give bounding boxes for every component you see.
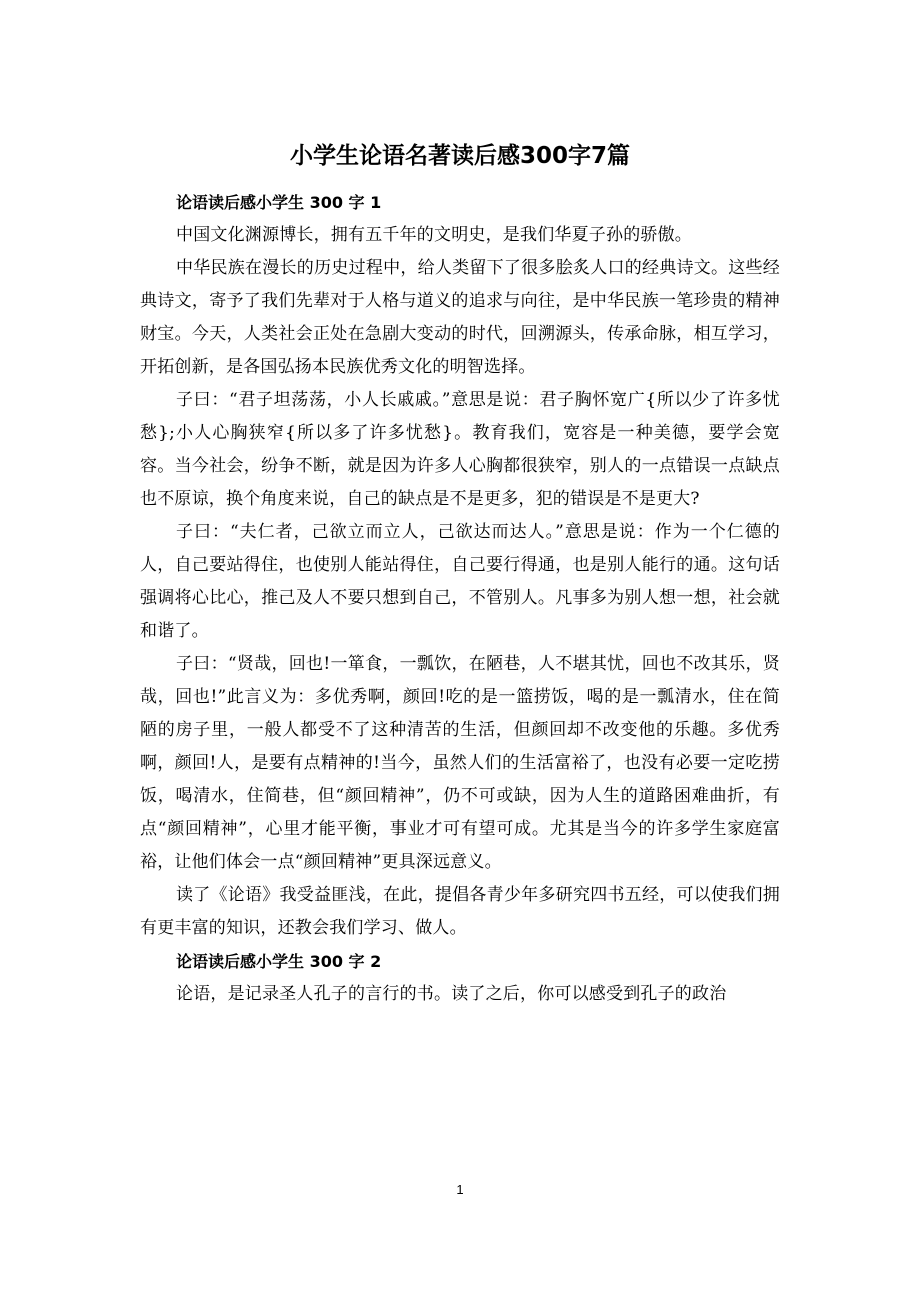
- section-1-heading: 论语读后感小学生 300 字 1: [176, 193, 382, 212]
- section-1-paragraph-3: 子曰：“君子坦荡荡，小人长戚戚。”意思是说：君子胸怀宽广{所以少了许多忧愁};小人心胸狭窄{所以多了许多忧愁}。教育我们，宽容是一种美德，要学会宽容。当今社会，纷争不断，就是因为许多人心胸都很狭窄，别人的一点错误一点缺点也不原谅，换个角度来说，自己的缺点是不是更多，犯的错误是不是更大?: [140, 390, 780, 509]
- document-body: [140, 186, 780, 1011]
- section-1-paragraph-1: 中国文化渊源博长，拥有五千年的文明史，是我们华夏子孙的骄傲。: [176, 225, 692, 245]
- section-1-paragraph-6: 读了《论语》我受益匪浅，在此，提倡各青少年多研究四书五经，可以使我们拥有更丰富的知识，还教会我们学习、做人。: [140, 885, 780, 938]
- document-title: 小学生论语名著读后感300字7篇: [289, 143, 630, 169]
- section-1-paragraph-4: 子曰：“夫仁者，己欲立而立人，己欲达而达人。”意思是说：作为一个仁德的人，自己要站得住，也使别人能站得住，自己要行得通，也是别人能行的通。这句话强调将心比心，推己及人不要只想到自己，不管别人。凡事多为别人想一想，社会就和谐了。: [140, 522, 780, 641]
- section-1-paragraph-5: 子曰：“贤哉，回也!一箪食，一瓢饮，在陋巷，人不堪其忧，回也不改其乐，贤哉，回也!”此言义为：多优秀啊，颜回!吃的是一篮捞饭，喝的是一瓢清水，住在简陋的房子里，一般人都受不了这种清苦的生活，但颜回却不改变他的乐趣。多优秀啊，颜回!人，是要有点精神的!当今，虽然人们的生活富裕了，也没有必要一定吃捞饭，喝清水，住简巷，但“颜回精神”，仍不可或缺，因为人生的道路困难曲折，有点“颜回精神”，心里才能平衡，事业才可有望可成。尤其是当今的许多学生家庭富裕，让他们体会一点“颜回精神”更具深远意义。: [140, 654, 780, 872]
- page-number: 1: [456, 1182, 464, 1197]
- section-1-paragraph-2: 中华民族在漫长的历史过程中，给人类留下了很多脍炙人口的经典诗文。这些经典诗文，寄予了我们先辈对于人格与道义的追求与向往，是中华民族一笔珍贵的精神财宝。今天，人类社会正处在急剧大变动的时代，回溯源头，传承命脉，相互学习，开拓创新，是各国弘扬本民族优秀文化的明智选择。: [140, 258, 780, 377]
- section-2-heading: 论语读后感小学生 300 字 2: [176, 952, 382, 971]
- section-2-paragraph-1: 论语，是记录圣人孔子的言行的书。读了之后，你可以感受到孔子的政治: [176, 984, 727, 1004]
